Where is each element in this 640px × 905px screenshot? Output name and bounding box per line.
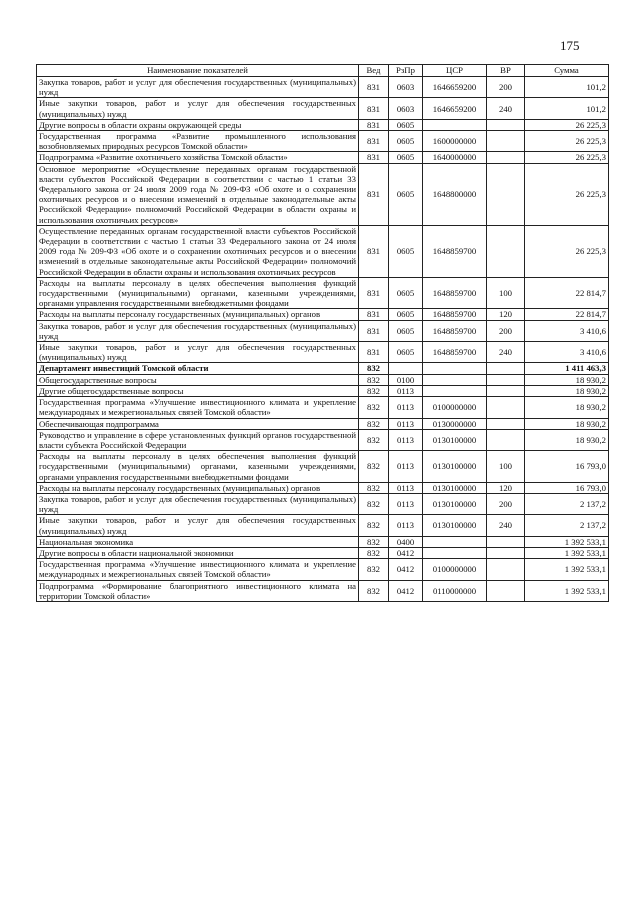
cell-ved: 832 bbox=[359, 580, 389, 601]
cell-name: Иные закупки товаров, работ и услуг для обеспечения государственных (муниципальных) нужд bbox=[37, 515, 359, 536]
cell-csr: 0130100000 bbox=[423, 482, 487, 493]
cell-sum: 1 392 533,1 bbox=[525, 547, 609, 558]
cell-name: Другие вопросы в области национальной экономики bbox=[37, 547, 359, 558]
table-row bbox=[37, 163, 609, 225]
cell-sum: 26 225,3 bbox=[525, 119, 609, 130]
cell-name: Общегосударственные вопросы bbox=[37, 374, 359, 385]
cell-vr: 240 bbox=[487, 98, 525, 119]
cell-name: Осуществление переданных органам государственной власти субъектов Российской Федерации в соответствии с частью 1 статьи 33 Федерального закона от 24 июля 2009 года № 209-ФЗ «Об охоте и о сохранении охотничьих ресурсов и о внесении изменений в отдельные законодательные акты Российской Федерации» полномочий Российской Федерации в области охраны и использования охотничьих ресурсов bbox=[37, 225, 359, 277]
cell-name: Другие вопросы в области охраны окружающей среды bbox=[37, 119, 359, 130]
cell-name: Департамент инвестиций Томской области bbox=[37, 363, 359, 374]
cell-ved: 831 bbox=[359, 320, 389, 341]
cell-vr: 240 bbox=[487, 515, 525, 536]
cell-ved: 831 bbox=[359, 225, 389, 277]
cell-name: Расходы на выплаты персоналу государственных (муниципальных) органов bbox=[37, 309, 359, 320]
cell-ved: 831 bbox=[359, 119, 389, 130]
cell-ved: 832 bbox=[359, 515, 389, 536]
cell-csr bbox=[423, 374, 487, 385]
cell-csr bbox=[423, 547, 487, 558]
header-csr: ЦСР bbox=[423, 65, 487, 77]
cell-vr: 100 bbox=[487, 277, 525, 309]
cell-sum: 101,2 bbox=[525, 77, 609, 98]
cell-vr: 120 bbox=[487, 482, 525, 493]
cell-ved: 832 bbox=[359, 559, 389, 580]
cell-vr bbox=[487, 580, 525, 601]
cell-rzpr: 0605 bbox=[389, 152, 423, 163]
cell-vr: 100 bbox=[487, 451, 525, 483]
cell-name: Руководство и управление в сфере установленных функций органов государственной власти субъекта Российской Федерации bbox=[37, 429, 359, 450]
cell-name: Расходы на выплаты персоналу в целях обеспечения выполнения функций государственными (муниципальными) органами, казенными учреждениями, органами управления государственными внебюджетными фондами bbox=[37, 277, 359, 309]
cell-sum: 26 225,3 bbox=[525, 152, 609, 163]
table-row bbox=[37, 385, 609, 396]
table-row bbox=[37, 547, 609, 558]
cell-rzpr: 0113 bbox=[389, 451, 423, 483]
cell-name: Иные закупки товаров, работ и услуг для обеспечения государственных (муниципальных) нужд bbox=[37, 98, 359, 119]
cell-ved: 831 bbox=[359, 309, 389, 320]
cell-name: Расходы на выплаты персоналу в целях обеспечения выполнения функций государственными (муниципальными) органами, казенными учреждениями, органами управления государственными внебюджетными фондами bbox=[37, 451, 359, 483]
table-row bbox=[37, 536, 609, 547]
cell-rzpr: 0412 bbox=[389, 580, 423, 601]
table-row bbox=[37, 342, 609, 363]
cell-csr: 1648859700 bbox=[423, 277, 487, 309]
table-row bbox=[37, 320, 609, 341]
cell-rzpr: 0113 bbox=[389, 482, 423, 493]
cell-sum: 18 930,2 bbox=[525, 429, 609, 450]
cell-rzpr: 0605 bbox=[389, 225, 423, 277]
cell-sum: 26 225,3 bbox=[525, 163, 609, 225]
table-row bbox=[37, 77, 609, 98]
table-row bbox=[37, 374, 609, 385]
cell-rzpr: 0113 bbox=[389, 515, 423, 536]
header-ved: Вед bbox=[359, 65, 389, 77]
cell-vr: 200 bbox=[487, 493, 525, 514]
budget-table bbox=[36, 64, 609, 602]
cell-rzpr: 0113 bbox=[389, 493, 423, 514]
table-row bbox=[37, 98, 609, 119]
table-row bbox=[37, 152, 609, 163]
cell-vr bbox=[487, 385, 525, 396]
cell-ved: 832 bbox=[359, 493, 389, 514]
cell-rzpr: 0605 bbox=[389, 163, 423, 225]
table-row bbox=[37, 397, 609, 418]
cell-csr: 1646659200 bbox=[423, 98, 487, 119]
cell-csr: 1600000000 bbox=[423, 131, 487, 152]
cell-vr bbox=[487, 547, 525, 558]
cell-name: Подпрограмма «Развитие охотничьего хозяйства Томской области» bbox=[37, 152, 359, 163]
cell-rzpr: 0113 bbox=[389, 418, 423, 429]
cell-vr bbox=[487, 429, 525, 450]
cell-vr: 200 bbox=[487, 320, 525, 341]
cell-ved: 832 bbox=[359, 418, 389, 429]
cell-vr bbox=[487, 559, 525, 580]
cell-csr: 0100000000 bbox=[423, 559, 487, 580]
cell-name: Иные закупки товаров, работ и услуг для обеспечения государственных (муниципальных) нужд bbox=[37, 342, 359, 363]
table-row bbox=[37, 482, 609, 493]
table-row bbox=[37, 515, 609, 536]
table-row bbox=[37, 363, 609, 374]
cell-vr: 120 bbox=[487, 309, 525, 320]
header-row bbox=[37, 65, 609, 77]
table-row bbox=[37, 429, 609, 450]
cell-ved: 832 bbox=[359, 536, 389, 547]
cell-vr bbox=[487, 225, 525, 277]
cell-csr bbox=[423, 536, 487, 547]
cell-ved: 832 bbox=[359, 363, 389, 374]
cell-csr: 0130100000 bbox=[423, 429, 487, 450]
cell-vr bbox=[487, 418, 525, 429]
cell-vr: 240 bbox=[487, 342, 525, 363]
header-rzpr: РзПр bbox=[389, 65, 423, 77]
cell-vr: 200 bbox=[487, 77, 525, 98]
cell-name: Национальная экономика bbox=[37, 536, 359, 547]
table-row bbox=[37, 309, 609, 320]
cell-sum: 3 410,6 bbox=[525, 342, 609, 363]
cell-sum: 22 814,7 bbox=[525, 277, 609, 309]
cell-sum: 1 392 533,1 bbox=[525, 580, 609, 601]
cell-ved: 831 bbox=[359, 342, 389, 363]
cell-csr bbox=[423, 363, 487, 374]
cell-sum: 18 930,2 bbox=[525, 385, 609, 396]
cell-rzpr: 0605 bbox=[389, 119, 423, 130]
cell-rzpr: 0113 bbox=[389, 397, 423, 418]
cell-ved: 832 bbox=[359, 429, 389, 450]
cell-name: Государственная программа «Улучшение инвестиционного климата и укрепление международных и межрегиональных связей Томской области» bbox=[37, 559, 359, 580]
table-row bbox=[37, 131, 609, 152]
header-name: Наименование показателей bbox=[37, 65, 359, 77]
cell-sum: 1 392 533,1 bbox=[525, 536, 609, 547]
cell-rzpr: 0605 bbox=[389, 320, 423, 341]
cell-name: Закупка товаров, работ и услуг для обеспечения государственных (муниципальных) нужд bbox=[37, 77, 359, 98]
cell-sum: 22 814,7 bbox=[525, 309, 609, 320]
cell-ved: 831 bbox=[359, 277, 389, 309]
cell-rzpr: 0100 bbox=[389, 374, 423, 385]
cell-sum: 26 225,3 bbox=[525, 225, 609, 277]
table-row bbox=[37, 277, 609, 309]
cell-name: Подпрограмма «Формирование благоприятного инвестиционного климата на территории Томской области» bbox=[37, 580, 359, 601]
cell-csr: 1646659200 bbox=[423, 77, 487, 98]
cell-csr: 0130100000 bbox=[423, 515, 487, 536]
cell-sum: 16 793,0 bbox=[525, 482, 609, 493]
cell-csr: 1648859700 bbox=[423, 309, 487, 320]
cell-sum: 1 411 463,3 bbox=[525, 363, 609, 374]
cell-sum: 18 930,2 bbox=[525, 418, 609, 429]
cell-csr: 1640000000 bbox=[423, 152, 487, 163]
cell-sum: 3 410,6 bbox=[525, 320, 609, 341]
cell-csr: 1648859700 bbox=[423, 320, 487, 341]
cell-vr bbox=[487, 397, 525, 418]
table-row bbox=[37, 559, 609, 580]
cell-sum: 18 930,2 bbox=[525, 374, 609, 385]
cell-ved: 831 bbox=[359, 163, 389, 225]
cell-ved: 832 bbox=[359, 374, 389, 385]
cell-csr: 0130000000 bbox=[423, 418, 487, 429]
cell-vr bbox=[487, 131, 525, 152]
cell-rzpr: 0412 bbox=[389, 559, 423, 580]
cell-rzpr: 0113 bbox=[389, 429, 423, 450]
cell-name: Основное мероприятие «Осуществление переданных органам государственной власти субъектов Российской Федерации в соответствии с частью 1 статьи 33 Федерального закона от 24 июля 2009 года № 209-ФЗ «Об охоте и о сохранении охотничьих ресурсов и о внесении изменений в отдельные законодательные акты Российской Федерации» полномочий Российской Федерации в области охраны и использования охотничьих ресурсов» bbox=[37, 163, 359, 225]
cell-ved: 832 bbox=[359, 451, 389, 483]
cell-rzpr: 0603 bbox=[389, 98, 423, 119]
page-number: 175 bbox=[560, 38, 580, 53]
cell-vr bbox=[487, 163, 525, 225]
cell-sum: 2 137,2 bbox=[525, 515, 609, 536]
cell-vr bbox=[487, 536, 525, 547]
cell-rzpr: 0400 bbox=[389, 536, 423, 547]
cell-ved: 831 bbox=[359, 98, 389, 119]
cell-csr bbox=[423, 119, 487, 130]
cell-rzpr bbox=[389, 363, 423, 374]
cell-ved: 831 bbox=[359, 131, 389, 152]
header-sum: Сумма bbox=[525, 65, 609, 77]
cell-csr: 0110000000 bbox=[423, 580, 487, 601]
cell-sum: 101,2 bbox=[525, 98, 609, 119]
cell-sum: 26 225,3 bbox=[525, 131, 609, 152]
cell-sum: 2 137,2 bbox=[525, 493, 609, 514]
cell-name: Обеспечивающая подпрограмма bbox=[37, 418, 359, 429]
cell-rzpr: 0605 bbox=[389, 309, 423, 320]
cell-rzpr: 0605 bbox=[389, 131, 423, 152]
cell-csr: 1648800000 bbox=[423, 163, 487, 225]
cell-csr bbox=[423, 385, 487, 396]
cell-csr: 0130100000 bbox=[423, 451, 487, 483]
cell-ved: 832 bbox=[359, 397, 389, 418]
cell-sum: 16 793,0 bbox=[525, 451, 609, 483]
cell-name: Государственная программа «Развитие промышленного использования возобновляемых природных ресурсов Томской области» bbox=[37, 131, 359, 152]
table-row bbox=[37, 119, 609, 130]
cell-rzpr: 0113 bbox=[389, 385, 423, 396]
table-row bbox=[37, 493, 609, 514]
cell-ved: 831 bbox=[359, 152, 389, 163]
cell-ved: 832 bbox=[359, 385, 389, 396]
cell-name: Закупка товаров, работ и услуг для обеспечения государственных (муниципальных) нужд bbox=[37, 320, 359, 341]
cell-rzpr: 0605 bbox=[389, 277, 423, 309]
cell-vr bbox=[487, 119, 525, 130]
cell-name: Другие общегосударственные вопросы bbox=[37, 385, 359, 396]
cell-csr: 0100000000 bbox=[423, 397, 487, 418]
cell-ved: 832 bbox=[359, 482, 389, 493]
table-row bbox=[37, 451, 609, 483]
cell-ved: 832 bbox=[359, 547, 389, 558]
table-row bbox=[37, 418, 609, 429]
cell-vr bbox=[487, 374, 525, 385]
table-row bbox=[37, 580, 609, 601]
cell-ved: 831 bbox=[359, 77, 389, 98]
cell-name: Государственная программа «Улучшение инвестиционного климата и укрепление международных и межрегиональных связей Томской области» bbox=[37, 397, 359, 418]
cell-csr: 1648859700 bbox=[423, 342, 487, 363]
cell-name: Закупка товаров, работ и услуг для обеспечения государственных (муниципальных) нужд bbox=[37, 493, 359, 514]
cell-csr: 0130100000 bbox=[423, 493, 487, 514]
cell-rzpr: 0605 bbox=[389, 342, 423, 363]
cell-vr bbox=[487, 152, 525, 163]
cell-rzpr: 0603 bbox=[389, 77, 423, 98]
cell-rzpr: 0412 bbox=[389, 547, 423, 558]
cell-sum: 1 392 533,1 bbox=[525, 559, 609, 580]
cell-sum: 18 930,2 bbox=[525, 397, 609, 418]
cell-name: Расходы на выплаты персоналу государственных (муниципальных) органов bbox=[37, 482, 359, 493]
table-row bbox=[37, 225, 609, 277]
cell-csr: 1648859700 bbox=[423, 225, 487, 277]
cell-vr bbox=[487, 363, 525, 374]
header-vr: ВР bbox=[487, 65, 525, 77]
